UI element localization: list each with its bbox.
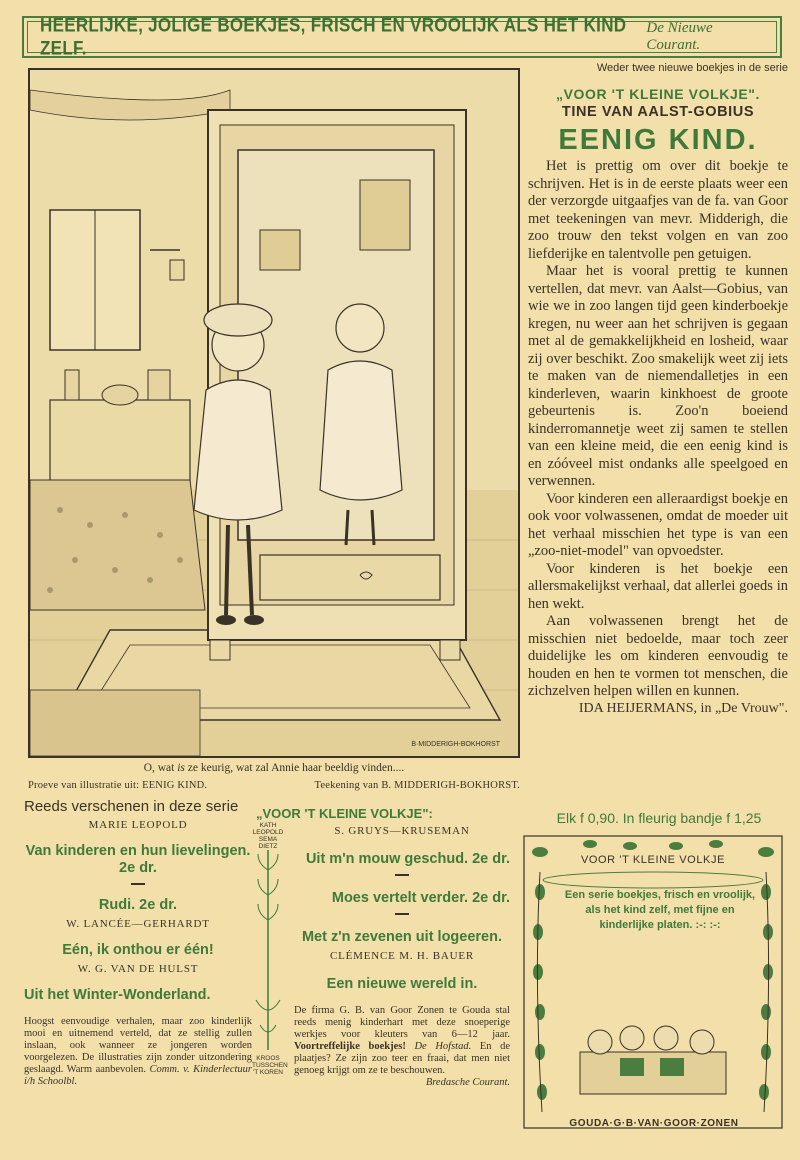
review-paragraph: Voor kinderen is het boekje een allersmakelijkst verhaal, dat allerlei goeds in hen wekt.: [528, 560, 788, 612]
left-review-text: Hoogst eenvoudige verhalen, maar zoo kinderlijk mooi en uitnemend verteld, dat ze stellig zullen inslaan, ook wanneer ze jongeren worden voorgelezen. De illustraties zijn zonder uitzondering geslaagd. Warm aanbevolen.: [24, 1016, 252, 1075]
list-author: MARIE LEOPOLD: [88, 819, 188, 831]
mid-review-source-2: Bredasche Courant.: [425, 1077, 510, 1088]
illustration: [28, 68, 520, 758]
series-list-left: [24, 798, 252, 1088]
mid-review-text-2: En de plaatjes? Ze zijn zoo teer en fraai, dat men niet genoeg krijgt om ze te beschouwen.: [294, 1041, 511, 1076]
mid-review: [294, 1005, 510, 1089]
ad-footer: GOUDA·G·B·VAN·GOOR·ZONEN: [569, 1118, 739, 1129]
list-author: CLÉMENCE M. H. BAUER: [329, 950, 475, 962]
review-paragraph: Het is prettig om over dit boekje te schrijven. Het is in de eerste plaats weer een der verzorgde uitgaafjes van de fa. van Goor met teekeningen van mevr. Midderigh, die zoo trouw den tekst volgen en van zoo liefderijke en talentvolle pen getuigen.: [528, 158, 788, 262]
list-title: Moes vertelt verder. 2e dr.: [331, 890, 510, 906]
series-name: „VOOR 'T KLEINE VOLKJE".: [555, 86, 761, 102]
list-author: W. G. VAN DE HULST: [77, 963, 199, 975]
list-title: Rudi. 2e dr.: [98, 897, 178, 913]
series-intro: Weder twee nieuwe boekjes in de serie: [596, 62, 788, 74]
list-author: S. GRUYS—KRUSEMAN: [334, 825, 470, 837]
mid-review-source: De Hofstad.: [414, 1041, 472, 1052]
review-article: [528, 62, 788, 717]
illustration-credits: [28, 780, 520, 791]
price-line: Elk f 0,90. In fleurig bandje f 1,25: [556, 810, 762, 826]
caption-part-1: O, wat: [143, 762, 178, 774]
review-author: TINE VAN AALST-GOBIUS: [561, 104, 755, 120]
caption-part-2: ze keurig, wat zal Annie haar beeldig vinden....: [184, 762, 405, 774]
series-list-series: „VOOR 'T KLEINE VOLKJE":: [256, 806, 433, 821]
top-banner: [22, 16, 782, 58]
illustration-caption: [28, 762, 520, 774]
divider: [395, 874, 409, 876]
review-paragraph: Aan volwassenen brengt het de misschien niet bedoelde, maar toch zeer duidelijke les om kinderen eenvoudig te houden en hen te vormen tot menschen, die zichzelven helpen willen en kunnen.: [528, 613, 788, 699]
list-title: Een nieuwe wereld in.: [326, 976, 478, 992]
series-list-heading: Reeds verschenen in deze serie: [24, 798, 239, 815]
left-review-source: Comm. v. Kinderlectuur i/h Schoolbl.: [24, 1064, 253, 1087]
ad-text: Een serie boekjes, frisch en vroolijk, als het kind zelf, met fijne en kinderlijke platen. :-: :-:: [564, 889, 756, 931]
review-paragraph: Maar het is vooral prettig te kunnen vertellen, dat mevr. van Aalst—Gobius, van wie we in zoo langen tijd geen kinderboekje kregen, nu weer aan het schrijven is gegaan met al de gemakkelijkheid en losheid, waar zij over beschikt. Zoo smakelijk weet zij iets te maken van de niemendalletjes in een kinderleven, waarin kinkhoest de groote gebeurtenis is. Zoo'n boeiend kinderromannetje weet zij samen te stellen van een kleine meid, die een eenig kind is en zóóveel mist ondanks alle speelgoed en verwennen.: [528, 263, 788, 489]
mid-review-bold: Voortreffelijke boekjes!: [294, 1041, 406, 1052]
vine-frame-icon: [520, 832, 786, 1132]
ornament-column: [252, 822, 288, 1138]
mid-review-text: De firma G. B. van Goor Zonen te Gouda stal reeds menig kinderhart met deze snoeperige werkjes voor kleuters van 6—12 jaar.: [294, 1005, 510, 1040]
list-author: W. LANCÉE—GERHARDT: [66, 918, 210, 930]
credit-left: Proeve van illustratie uit: EENIG KIND.: [28, 780, 208, 791]
divider: [395, 913, 409, 915]
list-title: Met z'n zevenen uit logeeren.: [301, 929, 503, 945]
ad-series-title: VOOR 'T KLEINE VOLKJE: [580, 854, 726, 866]
banner-slogan: HEERLIJKE, JOLIGE BOEKJES, FRISCH EN VROOLIJK ALS HET KIND ZELF.: [40, 14, 627, 59]
illustration-signature: B·MIDDERIGH-BOKHORST: [411, 741, 500, 748]
book-title: EENIG KIND.: [558, 124, 758, 156]
banner-source: De Nieuwe Courant.: [646, 20, 713, 53]
list-title: Uit m'n mouw geschud. 2e dr.: [305, 851, 510, 867]
list-title: Uit het Winter-Wonderland.: [24, 987, 211, 1003]
review-body: [528, 158, 788, 701]
divider: [131, 883, 145, 885]
list-title: Van kinderen en hun lievelingen. 2e dr.: [25, 843, 251, 876]
credit-right: Teekening van B. MIDDERIGH-BOKHORST.: [314, 780, 520, 791]
review-signature: IDA HEIJERMANS, in „De Vrouw".: [578, 700, 788, 716]
wheat-ornament-icon: [252, 850, 284, 1050]
list-title: Eén, ik onthou er één!: [62, 942, 214, 958]
left-review: [24, 1016, 252, 1088]
review-paragraph: Voor kinderen een alleraardigst boekje en ook voor volwassenen, omdat de moeder uit het verhaal misschien het type is van een „zoo-niet-model" van opvoedster.: [528, 490, 788, 559]
advertisement-box: [520, 832, 786, 1132]
illustration-drawing: [30, 70, 518, 756]
ornament-mid-text: KROOS TUSSCHEN 'T KOREN: [252, 1055, 288, 1076]
ornament-top-text: KATH LEOPOLD SEMA DIETZ: [252, 822, 284, 850]
caption-emphasis: is: [177, 762, 185, 774]
